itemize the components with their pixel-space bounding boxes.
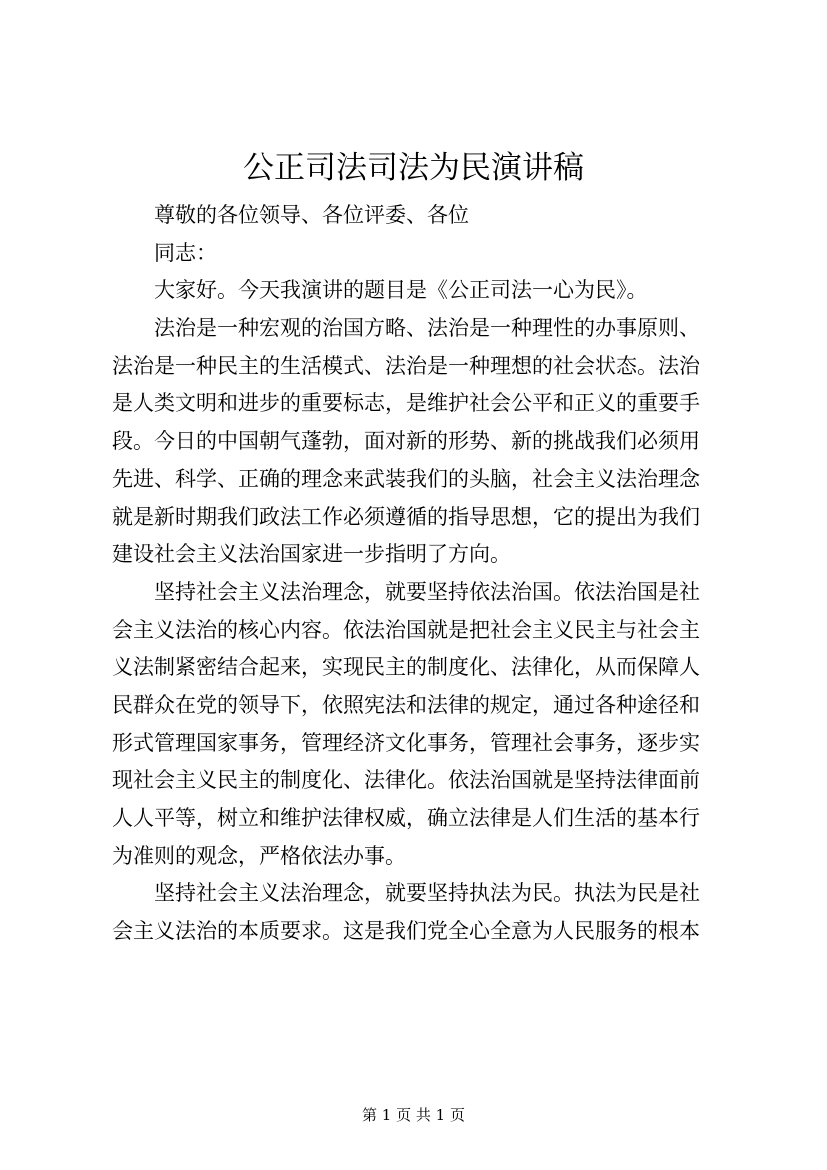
document-body [112, 197, 734, 951]
text-line: 法治是一种民主的生活模式、法治是一种理想的社会状态。法治 [112, 353, 700, 378]
text-line: 就是新时期我们政法工作必须遵循的指导思想，它的提出为我们 [112, 504, 700, 529]
text-line: 是人类文明和进步的重要标志，是维护社会公平和正义的重要手 [112, 391, 700, 416]
document-title: 公正司法司法为民演讲稿 [243, 150, 584, 186]
text-line: 法治是一种宏观的治国方略、法治是一种理性的办事原则、 [154, 316, 700, 341]
text-line: 形式管理国家事务，管理经济文化事务，管理社会事务，逐步实 [112, 730, 700, 755]
text-line: 建设社会主义法治国家进一步指明了方向。 [112, 542, 511, 567]
text-line: 尊敬的各位领导、各位评委、各位 [154, 203, 469, 227]
text-line: 民群众在党的领导下，依照宪法和法律的规定，通过各种途径和 [112, 692, 700, 717]
text-line: 坚持社会主义法治理念，就要坚持依法治国。依法治国是社 [154, 579, 700, 604]
page-footer: 第 1 页 共 1 页 [362, 1106, 465, 1124]
text-line: 段。今日的中国朝气蓬勃，面对新的形势、新的挑战我们必须用 [112, 429, 700, 454]
text-line: 会主义法治的核心内容。依法治国就是把社会主义民主与社会主 [112, 617, 700, 642]
text-line: 为准则的观念，严格依法办事。 [112, 843, 406, 868]
text-line: 先进、科学、正确的理念来武装我们的头脑，社会主义法治理念 [112, 466, 700, 491]
text-line: 现社会主义民主的制度化、法律化。依法治国就是坚持法律面前 [112, 768, 700, 793]
text-line: 义法制紧密结合起来，实现民主的制度化、法律化，从而保障人 [112, 655, 700, 680]
text-line: 大家好。今天我演讲的题目是《公正司法一心为民》。 [154, 278, 648, 303]
text-line: 会主义法治的本质要求。这是我们党全心全意为人民服务的根本 [112, 919, 700, 944]
text-line: 人人平等，树立和维护法律权威，确立法律是人们生活的基本行 [112, 806, 700, 830]
text-line: 同志： [154, 240, 217, 265]
text-line: 坚持社会主义法治理念，就要坚持执法为民。执法为民是社 [154, 881, 700, 906]
